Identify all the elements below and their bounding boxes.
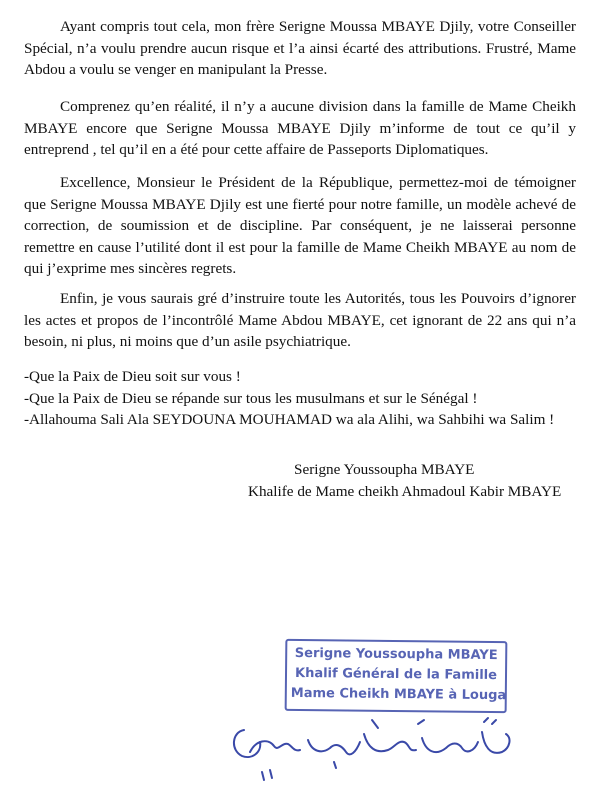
stamp-line: Serigne Youssoupha MBAYE (294, 645, 498, 664)
closing-line: -Allahouma Sali Ala SEYDOUNA MOUHAMAD wa ala Alihi, wa Sahbihi wa Salim ! (24, 411, 555, 428)
signatory-name: Serigne Youssoupha MBAYE (294, 461, 475, 478)
stamp-line: Mame Cheikh MBAYE à Louga (290, 685, 507, 704)
paragraph-3: Excellence, Monsieur le Président de la République, permettez-moi de témoigner que Serigne Moussa MBAYE Djily est une fierté pour notre famille, un modèle achevé de correction, de soumission et de discipline. Par conséquent, je ne laisserai personne remettre en cause l’utilité dont il est pour la famille de Mame Cheikh MBAYE au nom de qui j’exprime mes sincères regrets. (24, 174, 576, 277)
paragraph-1: Ayant compris tout cela, mon frère Serigne Moussa MBAYE Djily, votre Conseiller Spécial, n’a voulu prendre aucun risque et l’a ainsi écarté des attributions. Frustré, Mame Abdou a voulu se venger en manipulant la Presse. (24, 18, 576, 78)
closing-line: -Que la Paix de Dieu soit sur vous ! (24, 368, 241, 385)
handwritten-signature (222, 712, 522, 788)
signature-block (248, 459, 561, 503)
closing-blessings (24, 366, 584, 431)
stamp-line: Khalif Général de la Famille (294, 665, 498, 684)
paragraph-2: Comprenez qu’en réalité, il n’y a aucune division dans la famille de Mame Cheikh MBAYE encore que Serigne Moussa MBAYE Djily m’informe de tout ce qu’il y entreprend , tel qu’il en a été pour cette affaire de Passeports Diplomatiques. (24, 98, 576, 158)
closing-line: -Que la Paix de Dieu se répande sur tous les musulmans et sur le Sénégal ! (24, 389, 478, 407)
signatory-title: Khalife de Mame cheikh Ahmadoul Kabir MBAYE (248, 483, 562, 500)
official-stamp (285, 639, 508, 713)
paragraph-4: Enfin, je vous saurais gré d’instruire toute les Autorités, tous les Pouvoirs d’ignorer les actes et propos de l’incontrôlé Mame Abdou MBAYE, cet ignorant de 22 ans qui n’a besoin, ni plus, ni moins que d’un asile psychiatrique. (24, 290, 576, 350)
